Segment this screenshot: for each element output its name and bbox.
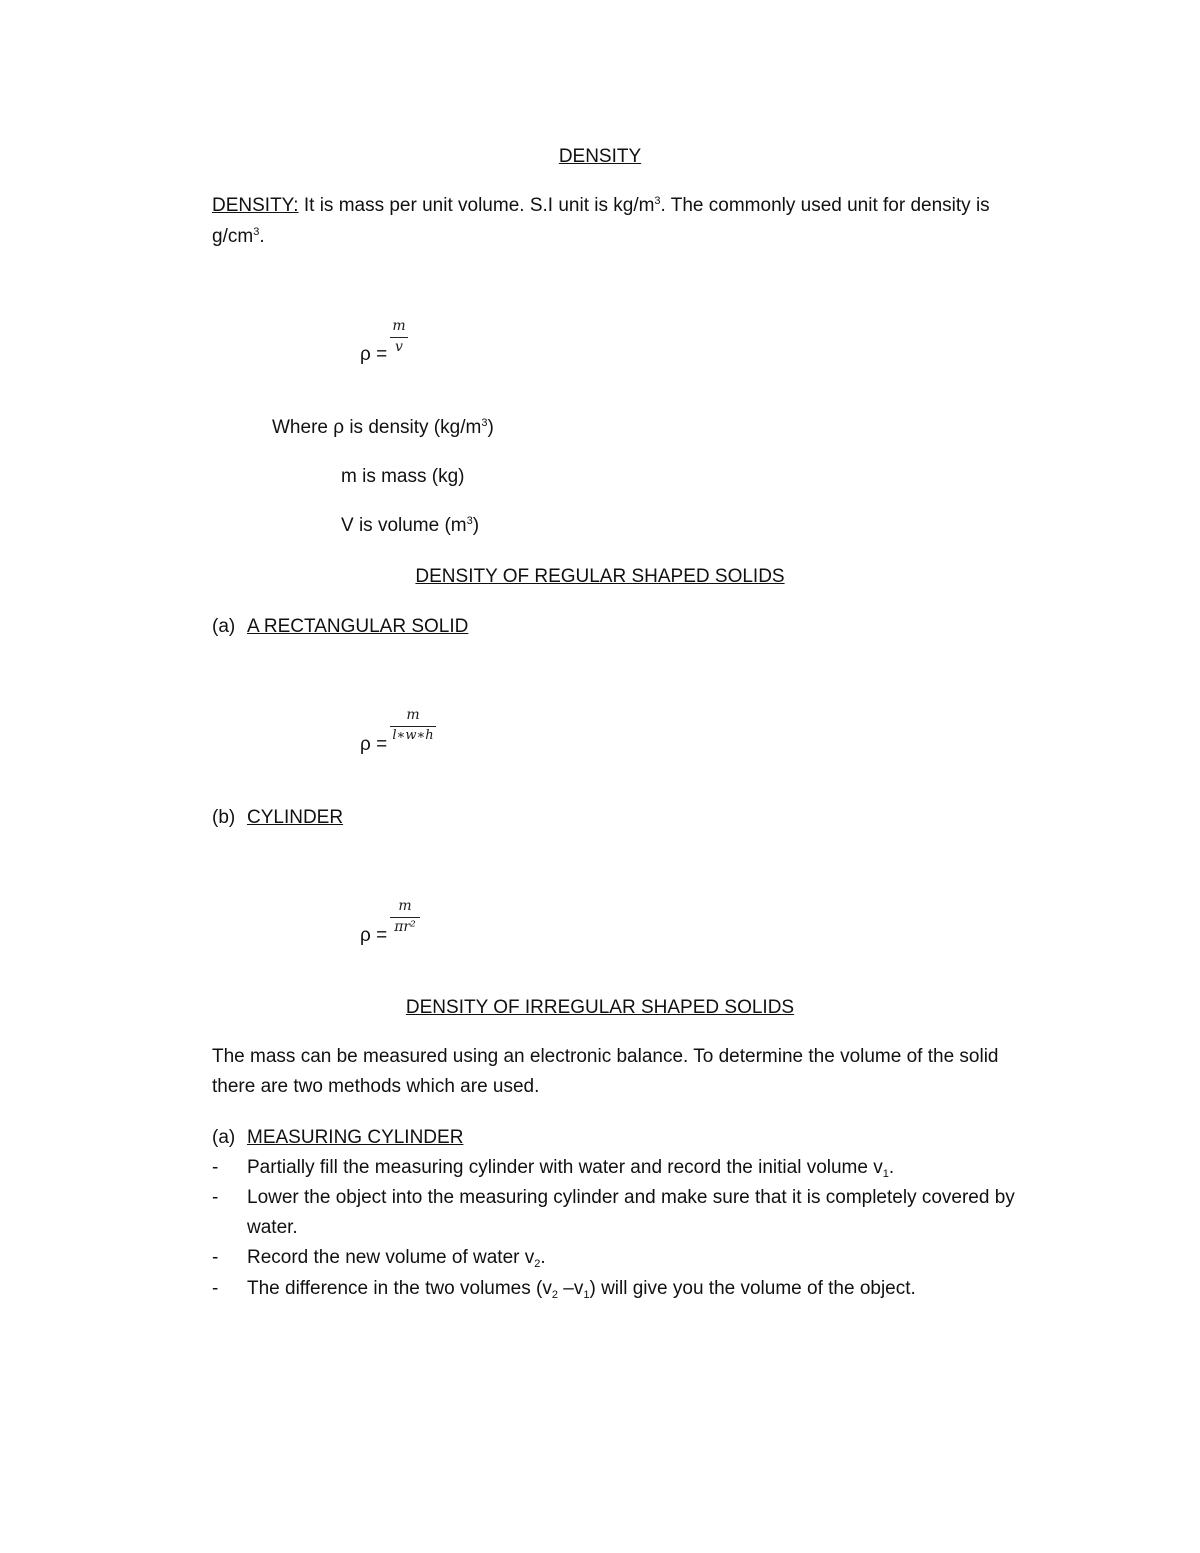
measuring-label: (a): [212, 1127, 236, 1148]
bullet-dash: -: [212, 1187, 219, 1208]
fraction-denominator: l∗w∗h: [392, 728, 434, 743]
where-text: V is volume (m: [341, 515, 467, 536]
definition-text-end: . The commonly used unit for density is: [660, 195, 990, 216]
formula-cyl-fraction: [390, 898, 420, 935]
fraction-numerator: m: [392, 318, 406, 334]
heading-irregular-solids: DENSITY OF IRREGULAR SHAPED SOLIDS: [405, 997, 795, 1018]
bullet-item-4: [247, 1278, 916, 1300]
irregular-paragraph-line-2: there are two methods which are used.: [212, 1076, 540, 1097]
measuring-title: MEASURING CYLINDER: [247, 1127, 464, 1148]
irregular-paragraph-line-1: The mass can be measured using an electronic balance. To determine the volume of the solid: [212, 1046, 999, 1067]
definition-line-1: [212, 195, 990, 217]
cyl-title: CYLINDER: [247, 807, 344, 828]
definition-term: DENSITY:: [212, 195, 299, 216]
where-text-end: ): [487, 417, 494, 438]
fraction-bar: [390, 917, 420, 918]
where-line-density: [272, 417, 494, 439]
definition-unit: g/cm: [212, 226, 254, 247]
bullet-text: –v: [557, 1278, 584, 1299]
formula-rect-fraction: [390, 707, 436, 744]
formula-density-fraction: [390, 318, 408, 355]
where-line-mass: m is mass (kg): [341, 466, 465, 487]
page-title: DENSITY: [558, 146, 642, 167]
bullet-dash: -: [212, 1247, 219, 1268]
bullet-item-2-line-1: Lower the object into the measuring cylinder and make sure that it is completely covered by: [247, 1187, 1015, 1208]
fraction-numerator: m: [406, 707, 420, 723]
where-text-end: ): [472, 515, 480, 536]
bullet-dash: -: [212, 1278, 219, 1299]
formula-density-lhs: ρ =: [360, 344, 388, 365]
superscript: 3: [654, 195, 661, 207]
bullet-text: The difference in the two volumes (v: [247, 1278, 552, 1299]
bullet-text-end: .: [540, 1247, 546, 1268]
definition-text: It is mass per unit volume. S.I unit is kg/m: [298, 195, 655, 216]
subscript: 2: [534, 1258, 541, 1270]
fraction-numerator: m: [398, 898, 412, 914]
bullet-item-3: [247, 1247, 546, 1269]
subscript: 1: [583, 1289, 590, 1301]
fraction-bar: [390, 726, 436, 727]
rect-title: A RECTANGULAR SOLID: [247, 616, 469, 637]
bullet-text: Partially fill the measuring cylinder with water and record the initial volume v: [247, 1157, 883, 1178]
definition-line-2: [212, 226, 265, 248]
superscript: 3: [481, 417, 488, 429]
superscript: 3: [253, 226, 260, 238]
bullet-dash: -: [212, 1157, 219, 1178]
subscript: 1: [882, 1168, 889, 1180]
where-text: Where ρ is density (kg/m: [272, 417, 482, 438]
bullet-item-2-line-2: water.: [247, 1217, 298, 1238]
bullet-item-1: [247, 1157, 894, 1179]
where-line-volume: [341, 515, 479, 537]
bullet-text-end: ) will give you the volume of the object.: [589, 1278, 916, 1299]
bullet-text: Record the new volume of water v: [247, 1247, 535, 1268]
subscript: 2: [551, 1289, 558, 1301]
fraction-denominator: πr²: [394, 919, 416, 935]
fraction-bar: [390, 337, 408, 338]
superscript: 3: [466, 515, 473, 527]
rect-label: (a): [212, 616, 236, 637]
cyl-label: (b): [212, 807, 236, 828]
formula-cyl-lhs: ρ =: [360, 925, 388, 946]
fraction-denominator: v: [395, 339, 403, 355]
heading-regular-solids: DENSITY OF REGULAR SHAPED SOLIDS: [415, 566, 785, 587]
formula-rect-lhs: ρ =: [360, 734, 388, 755]
bullet-text-end: .: [888, 1157, 895, 1178]
definition-unit-end: .: [259, 226, 265, 247]
